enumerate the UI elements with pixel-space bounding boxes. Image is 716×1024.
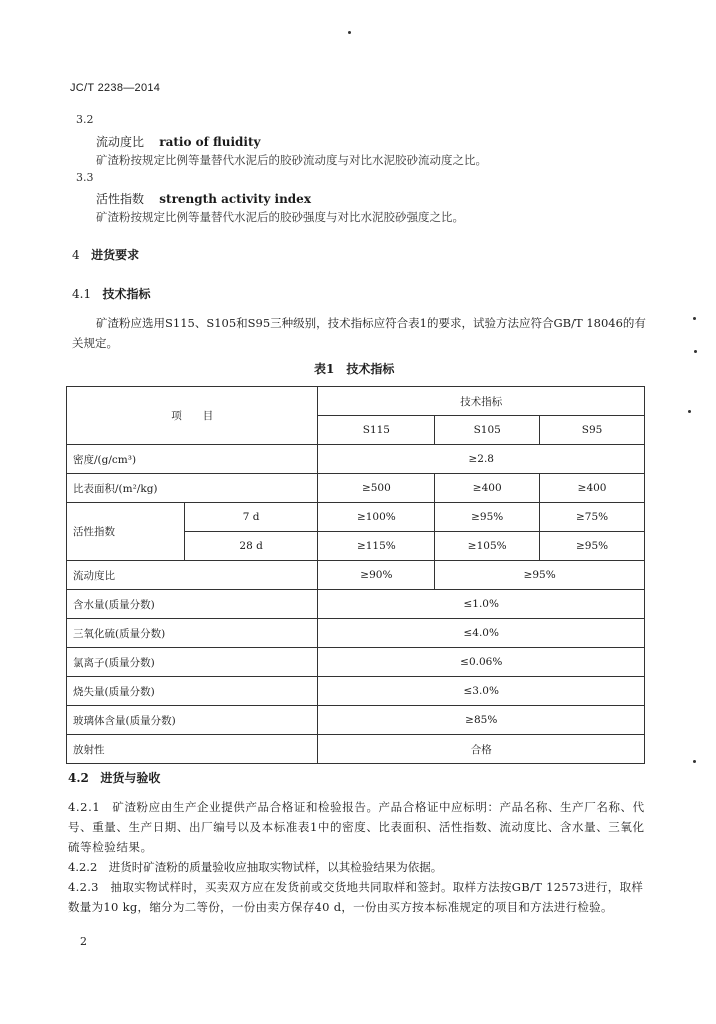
row-label: 比表面积/(m²/kg) — [67, 474, 318, 503]
row-label: 三氧化硫(质量分数) — [67, 619, 318, 648]
section-4-1-title: 技术指标 — [102, 287, 151, 301]
row-label: 氯离子(质量分数) — [67, 648, 318, 677]
grade-s105: S105 — [435, 416, 540, 445]
table-row-density — [67, 445, 645, 474]
section-4-2-heading — [68, 769, 160, 786]
value-s95: ≥75% — [540, 503, 645, 532]
row-value: ≥2.8 — [318, 445, 645, 474]
row-label: 玻璃体含量(质量分数) — [67, 706, 318, 735]
section-4-2-1-paragraph: 4.2.1 矿渣粉应由生产企业提供产品合格证和检验报告。产品合格证中应标明：产品名称、生产厂名称、代号、重量、生产日期、出厂编号以及本标准表1中的密度、比表面积、活性指数、流动度比、含水量、三氧化硫等检验结果。 — [68, 800, 645, 854]
header-group-cell: 技术指标 — [318, 387, 645, 416]
table-row-fluidity — [67, 561, 645, 590]
page-number: 2 — [80, 935, 87, 948]
grade-s115: S115 — [318, 416, 435, 445]
age-label: 7 d — [184, 503, 318, 532]
age-label: 28 d — [184, 532, 318, 561]
term-chinese: 流动度比 — [96, 135, 145, 149]
table-row-chloride — [67, 648, 645, 677]
section-4-2-2-paragraph: 4.2.2 进货时矿渣粉的质量验收应抽取实物试样，以其检验结果为依据。 — [68, 860, 443, 874]
value-s115: ≥90% — [318, 561, 435, 590]
section-4-1-heading — [72, 285, 151, 302]
table-header-row — [67, 387, 645, 416]
row-value: ≤4.0% — [318, 619, 645, 648]
table-row-activity-7d — [67, 503, 645, 532]
row-label: 放射性 — [67, 735, 318, 764]
technical-spec-table — [66, 386, 645, 764]
scan-speck — [693, 760, 696, 763]
section-3-3-number: 3.3 — [76, 171, 94, 184]
row-label: 密度/(g/cm³) — [67, 445, 318, 474]
value-s105: ≥400 — [435, 474, 540, 503]
grade-s95: S95 — [540, 416, 645, 445]
value-s95: ≥400 — [540, 474, 645, 503]
value-s115: ≥115% — [318, 532, 435, 561]
value-s105: ≥105% — [435, 532, 540, 561]
section-4-2-number: 4.2 — [68, 771, 89, 785]
section-3-2-term — [96, 133, 260, 150]
value-s95: ≥95% — [540, 532, 645, 561]
value-s105: ≥95% — [435, 503, 540, 532]
value-s115: ≥100% — [318, 503, 435, 532]
row-value: 合格 — [318, 735, 645, 764]
scan-speck — [693, 317, 696, 320]
term-english: ratio of fluidity — [159, 135, 261, 149]
table-row-so3 — [67, 619, 645, 648]
table-row-radioactivity — [67, 735, 645, 764]
section-4-2-title: 进货与验收 — [100, 771, 161, 785]
value-s115: ≥500 — [318, 474, 435, 503]
section-3-2-number: 3.2 — [76, 113, 94, 126]
row-value: ≤0.06% — [318, 648, 645, 677]
section-4-title: 进货要求 — [91, 248, 140, 262]
row-label: 烧失量(质量分数) — [67, 677, 318, 706]
term-chinese: 活性指数 — [96, 192, 145, 206]
row-label: 流动度比 — [67, 561, 318, 590]
table-row-water — [67, 590, 645, 619]
table-row-glass — [67, 706, 645, 735]
table-row-loss — [67, 677, 645, 706]
row-value: ≤3.0% — [318, 677, 645, 706]
section-4-number: 4 — [72, 248, 80, 262]
section-4-2-3-paragraph: 4.2.3 抽取实物试样时，买卖双方应在发货前或交货地共同取样和签封。取样方法按GB/T 12573进行，取样数量为10 kg，缩分为二等份，一份由卖方保存40 d，一份由买方按本标准规定的项目和方法进行检验。 — [68, 880, 644, 914]
scan-speck — [694, 350, 697, 353]
header-item-cell: 项 目 — [67, 387, 318, 445]
row-value: ≥85% — [318, 706, 645, 735]
table-caption: 表1 技术指标 — [314, 362, 395, 376]
table-row-surface-area — [67, 474, 645, 503]
term-english: strength activity index — [159, 192, 311, 206]
scan-speck — [348, 31, 351, 34]
row-label: 活性指数 — [67, 503, 185, 561]
section-3-2-definition: 矿渣粉按规定比例等量替代水泥后的胶砂流动度与对比水泥胶砂流动度之比。 — [96, 153, 487, 167]
value-s105-s95: ≥95% — [435, 561, 645, 590]
row-value: ≤1.0% — [318, 590, 645, 619]
scan-speck — [688, 410, 691, 413]
section-4-1-number: 4.1 — [72, 287, 92, 301]
document-header: JC/T 2238—2014 — [70, 82, 161, 94]
section-3-3-definition: 矿渣粉按规定比例等量替代水泥后的胶砂强度与对比水泥胶砂强度之比。 — [96, 210, 464, 224]
row-label: 含水量(质量分数) — [67, 590, 318, 619]
section-4-1-paragraph: 矿渣粉应选用S115、S105和S95三种级别，技术指标应符合表1的要求，试验方法应符合GB/T 18046的有关规定。 — [72, 316, 646, 350]
section-3-3-term — [96, 190, 311, 207]
section-4-heading — [72, 246, 139, 263]
